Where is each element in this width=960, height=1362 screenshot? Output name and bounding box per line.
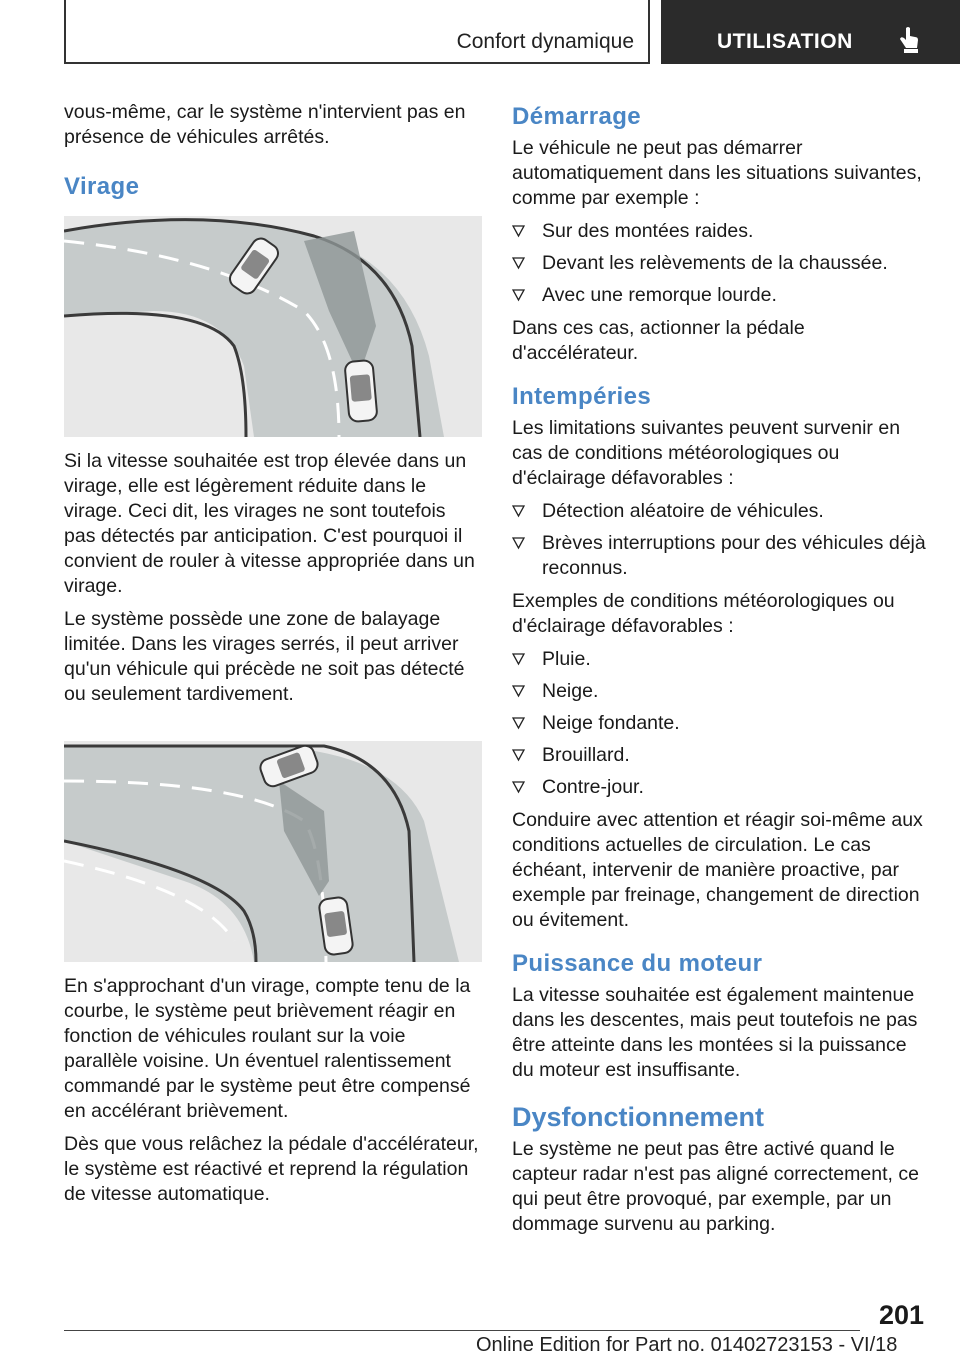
triangle-bullet-icon (512, 653, 525, 666)
heading-intemperies: Intempéries (512, 383, 652, 410)
paragraph-puissance: La vitesse souhaitée est également maintenue dans les descentes, mais peut toutefois ne pas être atteinte dans les montées si la puissance du moteur est insuffisante. (512, 984, 918, 1081)
list-item: Détection aléatoire de véhicules. (512, 499, 930, 524)
heading-dysfonctionnement: Dysfonctionnement (512, 1102, 765, 1132)
triangle-bullet-icon (512, 505, 525, 518)
paragraph-virage-3: En s'approchant d'un virage, compte tenu de la courbe, le système peut brièvement réagir en fonction de véhicules roulant sur la voie parallèle voisine. Un éventuel ralentissement commandé par le système peut être compensé en accélérant brièvement. (64, 975, 471, 1122)
triangle-bullet-icon (512, 537, 525, 550)
list-item: Devant les relèvements de la chaussée. (512, 251, 930, 276)
heading-puissance: Puissance du moteur (512, 950, 763, 977)
list-item: Avec une remorque lourde. (512, 283, 930, 308)
list-item: Neige fondante. (512, 711, 930, 736)
paragraph-exemples-intro: Exemples de conditions météorologiques ou d'éclairage défavorables : (512, 590, 895, 637)
paragraph-dysfonctionnement: Le système ne peut pas être activé quand le capteur radar n'est pas aligné correctement, ce qui peut être provoqué, par exemple, par un dommage survenu au parking. (512, 1138, 919, 1235)
paragraph-conduire: Conduire avec attention et réagir soi-même aux conditions actuelles de circulation. Le cas échéant, intervenir de manière proactive, par exemple par freinage, changement de direction ou évitement. (512, 809, 923, 931)
figure-curve-2 (64, 741, 482, 962)
list-item: Pluie. (512, 647, 930, 672)
hand-pointer-icon (897, 26, 921, 54)
triangle-bullet-icon (512, 289, 525, 302)
paragraph-demarrage-outro: Dans ces cas, actionner la pédale d'accélérateur. (512, 317, 805, 364)
paragraph-virage-1: Si la vitesse souhaitée est trop élevée dans un virage, elle est légèrement réduite dans le virage. Ceci dit, les virages ne sont toutefois pas détectés par anticipation. C'est pourquoi il convient de rouler à vitesse appropriée dans un virage. (64, 450, 475, 597)
list-intemperies (512, 499, 930, 581)
footer-edition: Online Edition for Part no. 01402723153 - VI/18 (476, 1334, 898, 1356)
list-item: Brouillard. (512, 743, 930, 768)
chapter-tab (661, 0, 960, 64)
triangle-bullet-icon (512, 685, 525, 698)
list-item: Brèves interruptions pour des véhicules déjà reconnus. (512, 531, 930, 581)
right-column (512, 100, 930, 1245)
list-item: Neige. (512, 679, 930, 704)
heading-demarrage: Démarrage (512, 103, 642, 130)
left-column (64, 100, 482, 1215)
triangle-bullet-icon (512, 257, 525, 270)
paragraph-virage-2: Le système possède une zone de balayage limitée. Dans les virages serrés, il peut arriver qu'un véhicule qui précède ne soit pas détecté ou seulement tardivement. (64, 608, 465, 705)
list-item: Contre-jour. (512, 775, 930, 800)
list-demarrage (512, 219, 930, 308)
list-item: Sur des montées raides. (512, 219, 930, 244)
section-title: Confort dynamique (456, 30, 634, 53)
intro-paragraph: vous-même, car le système n'intervient pas en présence de véhicules arrêtés. (64, 101, 466, 148)
triangle-bullet-icon (512, 749, 525, 762)
paragraph-demarrage-intro: Le véhicule ne peut pas démarrer automatiquement dans les situations suivantes, comme par exemple : (512, 137, 922, 209)
list-exemples (512, 647, 930, 800)
footer-divider (64, 1330, 860, 1331)
page-header (0, 0, 960, 66)
triangle-bullet-icon (512, 225, 525, 238)
heading-virage: Virage (64, 173, 140, 200)
paragraph-intemperies-intro: Les limitations suivantes peuvent survenir en cas de conditions météorologiques ou d'éclairage défavorables : (512, 417, 901, 489)
triangle-bullet-icon (512, 717, 525, 730)
triangle-bullet-icon (512, 781, 525, 794)
section-header-box (64, 0, 650, 64)
paragraph-virage-4: Dès que vous relâchez la pédale d'accélérateur, le système est réactivé et reprend la régulation de vitesse automatique. (64, 1133, 479, 1205)
page-number: 201 (878, 1300, 924, 1330)
chapter-label: UTILISATION (717, 30, 853, 53)
figure-curve-1 (64, 216, 482, 437)
